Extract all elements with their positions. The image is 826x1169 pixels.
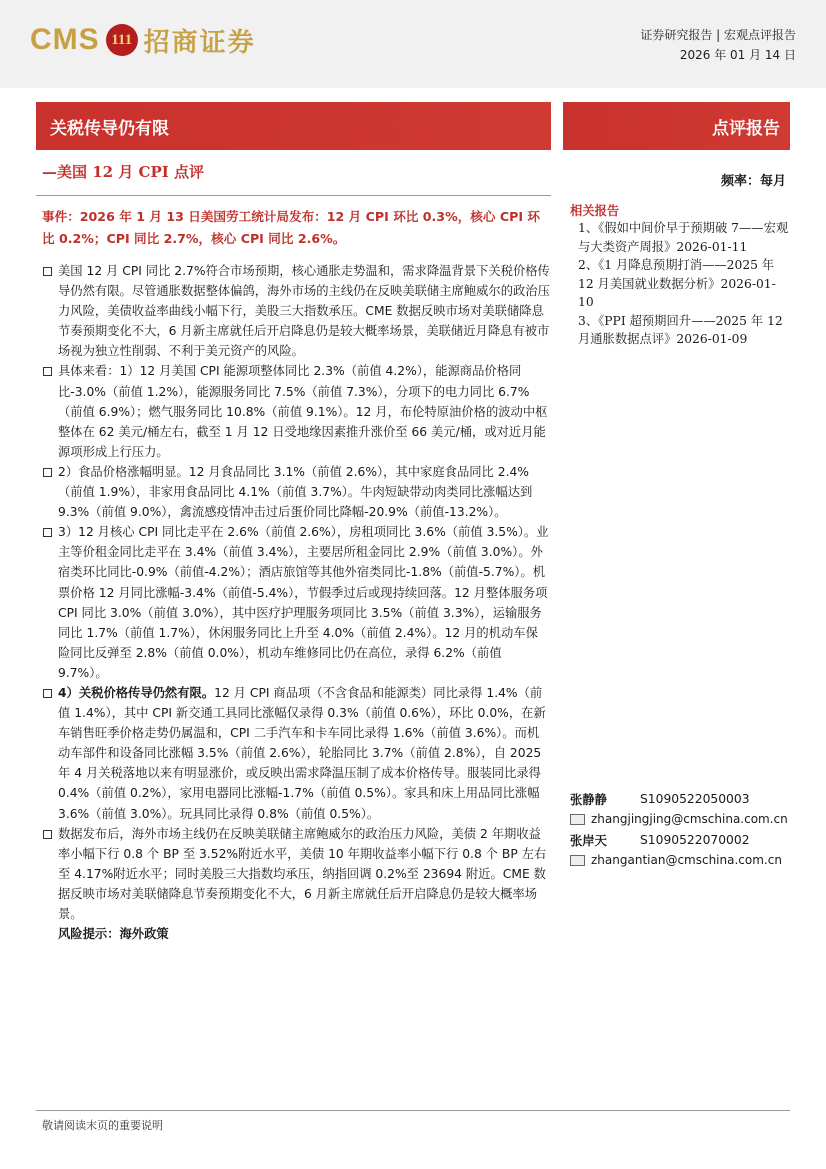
page-subtitle: —美国 12 月 CPI 点评 bbox=[42, 163, 204, 181]
author-code: S1090522050003 bbox=[640, 791, 750, 806]
report-label: 点评报告 bbox=[712, 119, 780, 139]
author-name: 张静静 bbox=[570, 792, 607, 807]
related-report-link[interactable]: 3、《PPI 超预期回升——2025 年 12 月通胀数据点评》2026-01-09 bbox=[578, 313, 783, 346]
related-report-link[interactable]: 1、《假如中间价早于预期破 7——宏观与大类资产周报》2026-01-11 bbox=[578, 221, 789, 254]
author-email[interactable]: zhangantian@cmschina.com.cn bbox=[591, 853, 782, 867]
related-report-link[interactable]: 2、《1 月降息预期打消——2025 年 12 月美国就业数据分析》2026-01-10 bbox=[578, 258, 776, 309]
paragraph-lead: 4）关税价格传导仍然有限。 bbox=[58, 685, 215, 700]
paragraph bbox=[42, 683, 550, 824]
paragraph-text: 数据发布后，海外市场主线仍在反映美联储主席鲍威尔的政治压力风险，美债 2 年期收益率小幅下行 0.8 个 BP 至 3.52%附近水平，美债 10 年期收益率小幅下行 0.8 个 BP 左右至 4.17%附近水平；同时美股三大指数均承压，纳指回调 0.2%至 23694 附近。CME 数据反映市场对美联储降息节奏预期变化不大，6 月新主席就任后开启降息仍是较大概率场景。 bbox=[58, 826, 547, 921]
author-code: S1090522070002 bbox=[640, 832, 750, 847]
company-logo bbox=[30, 20, 256, 60]
event-summary: 事件：2026 年 1 月 13 日美国劳工统计局发布：12 月 CPI 环比 0.3%，核心 CPI 环比 0.2%；CPI 同比 2.7%，核心 CPI 同比 2.6%。 bbox=[42, 209, 540, 246]
authors-block bbox=[570, 788, 790, 870]
bullet-square-icon bbox=[43, 367, 52, 376]
report-label-bar bbox=[563, 102, 790, 150]
author-row bbox=[570, 829, 790, 850]
author-row bbox=[570, 788, 790, 809]
title-bar bbox=[36, 102, 551, 150]
paragraph bbox=[42, 824, 550, 924]
bullet-square-icon bbox=[43, 267, 52, 276]
mail-icon bbox=[570, 814, 585, 825]
paragraph-text: 3）12 月核心 CPI 同比走平在 2.6%（前值 2.6%），房租项同比 3.6%（前值 3.5%）。业主等价租金同比走平在 3.4%（前值 3.4%），主要居所租金同比 2.9%（前值 3.0%）。外宿类环比同比-0.9%（前值-4.2%）；酒店旅馆等其他外宿类同比-1.8%（前值-5.7%）。机票价格 12 月同比涨幅-3.4%（前值-5.4%），节假季过后或现持续回落。12 月整体服务项 CPI 同比 3.0%（前值 3.0%），其中医疗护理服务项同比 3.5%（前值 3.3%），运输服务同比 1.7%（前值 1.7%），休闲服务同比上升至 4.0%（前值 2.4%）。12 月的机动车保险同比反弹至 2.8%（前值 0.0%），机动车维修同比仍在高位，录得 6.2%（前值 9.7%）。 bbox=[58, 525, 549, 680]
footer-divider bbox=[36, 1110, 790, 1111]
author-name: 张岸天 bbox=[570, 833, 607, 848]
paragraph bbox=[42, 522, 550, 683]
main-body bbox=[42, 261, 550, 944]
divider bbox=[36, 195, 551, 196]
report-date: 2026 年 01 月 14 日 bbox=[679, 48, 796, 62]
paragraph bbox=[42, 261, 550, 361]
report-type: 证券研究报告 | 宏观点评报告 bbox=[640, 28, 796, 42]
paragraph-text: 2）食品价格涨幅明显。12 月食品同比 3.1%（前值 2.6%），其中家庭食品同比 2.4%（前值 1.9%），非家用食品同比 4.1%（前值 3.7%）。牛肉短缺带动肉类同比涨幅达到 9.3%（前值 9.0%），禽流感疫情冲击过后蛋价同比降幅-20.9%（前值-13.2%）。 bbox=[58, 464, 533, 520]
bullet-square-icon bbox=[43, 528, 52, 537]
header-meta bbox=[640, 25, 796, 65]
related-reports-list bbox=[578, 219, 790, 349]
paragraph-text: 美国 12 月 CPI 同比 2.7%符合市场预期，核心通胀走势温和，需求降温背景下关税价格传导仍然有限。尽管通胀数据整体偏鸽，海外市场的主线仍在反映美联储主席鲍威尔的政治压力风险，美债收益率曲线小幅下行，美股三大指数承压。CME 数据反映市场对美联储降息节奏预期变化不大，6 月新主席就任后开启降息仍是较大概率场景，美联储近月降息有被市场视为独立性削弱、不利于美元资产的风险。 bbox=[58, 264, 550, 359]
paragraph bbox=[42, 361, 550, 461]
author-email-row bbox=[570, 809, 790, 829]
author-email[interactable]: zhangjingjing@cmschina.com.cn bbox=[591, 812, 788, 826]
bullet-square-icon bbox=[43, 830, 52, 839]
related-reports-title: 相关报告 bbox=[570, 204, 620, 218]
page-title: 关税传导仍有限 bbox=[50, 119, 169, 139]
logo-badge-icon: 111 bbox=[106, 24, 138, 56]
footer-note: 敬请阅读末页的重要说明 bbox=[42, 1119, 163, 1132]
paragraph-text: 12 月 CPI 商品项（不含食品和能源类）同比录得 1.4%（前值 1.4%），其中 CPI 新交通工具同比涨幅仅录得 0.3%（前值 0.6%），环比 0.0%，在新车销售旺季价格走势仍属温和，CPI 二手汽车和卡车同比录得 1.6%（前值 3.6%）。而机动车部件和设备同比涨幅 3.5%（前值 2.6%），轮胎同比 3.7%（前值 2.8%），自 2025 年 4 月关税落地以来有明显涨价，或反映出需求降温压制了成本价格传导。服装同比录得 0.4%（前值 0.2%），家用电器同比涨幅-1.7%（前值 0.5%）。家具和床上用品同比涨幅 3.6%（前值 3.0%）。玩具同比录得 0.8%（前值 0.5%）。 bbox=[58, 685, 546, 821]
bullet-square-icon bbox=[43, 689, 52, 698]
logo-chinese: 招商证券 bbox=[143, 27, 256, 58]
bullet-square-icon bbox=[43, 468, 52, 477]
logo-latin: CMS bbox=[30, 23, 100, 56]
risk-warning: 风险提示：海外政策 bbox=[58, 927, 169, 942]
paragraph-text: 具体来看：1）12 月美国 CPI 能源项整体同比 2.3%（前值 4.2%），能源商品价格同比-3.0%（前值 1.2%），能源服务同比 7.5%（前值 7.3%），分项下的电力同比 6.7%（前值 6.9%）；燃气服务同比 10.8%（前值 9.1%）。12 月，布伦特原油价格的波动中枢整体在 62 美元/桶左右，截至 1 月 12 日受地缘因素推升涨价至 66 美元/桶，或对近月能源项形成上行压力。 bbox=[58, 364, 548, 459]
mail-icon bbox=[570, 855, 585, 866]
frequency: 频率：每月 bbox=[720, 174, 786, 189]
paragraph bbox=[42, 462, 550, 522]
author-email-row bbox=[570, 850, 790, 870]
